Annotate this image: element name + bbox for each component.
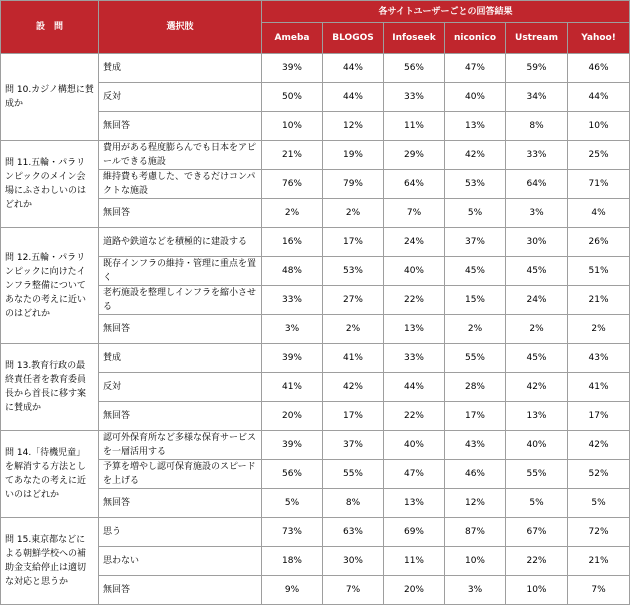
value-cell: 7% xyxy=(323,576,384,605)
header-choice: 選択肢 xyxy=(99,1,262,54)
value-cell: 30% xyxy=(323,547,384,576)
header-site-ameba: Ameba xyxy=(262,23,323,54)
value-cell: 59% xyxy=(506,54,568,83)
value-cell: 45% xyxy=(506,344,568,373)
choice-cell: 賛成 xyxy=(99,54,262,83)
value-cell: 44% xyxy=(323,83,384,112)
choice-cell: 無回答 xyxy=(99,576,262,605)
choice-cell: 無回答 xyxy=(99,315,262,344)
value-cell: 21% xyxy=(568,286,630,315)
value-cell: 50% xyxy=(262,83,323,112)
value-cell: 24% xyxy=(384,228,445,257)
value-cell: 30% xyxy=(506,228,568,257)
value-cell: 15% xyxy=(445,286,506,315)
value-cell: 37% xyxy=(323,431,384,460)
value-cell: 56% xyxy=(262,460,323,489)
value-cell: 47% xyxy=(384,460,445,489)
choice-cell: 維持費も考慮した、できるだけコンパクトな施設 xyxy=(99,170,262,199)
value-cell: 34% xyxy=(506,83,568,112)
table-row xyxy=(1,228,630,257)
value-cell: 53% xyxy=(323,257,384,286)
choice-cell: 無回答 xyxy=(99,402,262,431)
value-cell: 13% xyxy=(445,112,506,141)
value-cell: 44% xyxy=(384,373,445,402)
question-cell: 問 15.東京都などによる朝鮮学校への補助金支給停止は適切な対応と思うか xyxy=(1,518,99,605)
choice-cell: 老朽施設を整理しインフラを縮小させる xyxy=(99,286,262,315)
value-cell: 10% xyxy=(445,547,506,576)
value-cell: 55% xyxy=(506,460,568,489)
value-cell: 33% xyxy=(506,141,568,170)
choice-cell: 費用がある程度膨らんでも日本をアピールできる施設 xyxy=(99,141,262,170)
header-results: 各サイトユーザーごとの回答結果 xyxy=(262,1,630,23)
table-row xyxy=(1,518,630,547)
value-cell: 3% xyxy=(445,576,506,605)
value-cell: 39% xyxy=(262,54,323,83)
choice-cell: 思う xyxy=(99,518,262,547)
value-cell: 3% xyxy=(262,315,323,344)
value-cell: 5% xyxy=(568,489,630,518)
table-row xyxy=(1,431,630,460)
value-cell: 21% xyxy=(568,547,630,576)
value-cell: 2% xyxy=(445,315,506,344)
value-cell: 10% xyxy=(262,112,323,141)
choice-cell: 無回答 xyxy=(99,199,262,228)
value-cell: 25% xyxy=(568,141,630,170)
value-cell: 71% xyxy=(568,170,630,199)
value-cell: 43% xyxy=(568,344,630,373)
question-cell: 問 11.五輪・パラリンピックのメイン会場にふさわしいのはどれか xyxy=(1,141,99,228)
value-cell: 67% xyxy=(506,518,568,547)
choice-cell: 無回答 xyxy=(99,489,262,518)
choice-cell: 無回答 xyxy=(99,112,262,141)
value-cell: 76% xyxy=(262,170,323,199)
header-site-ustream: Ustream xyxy=(506,23,568,54)
choice-cell: 道路や鉄道などを積極的に建設する xyxy=(99,228,262,257)
question-cell: 問 12.五輪・パラリンピックに向けたインフラ整備についてあなたの考えに近いのはどれか xyxy=(1,228,99,344)
value-cell: 44% xyxy=(568,83,630,112)
choice-cell: 既存インフラの維持・管理に重点を置く xyxy=(99,257,262,286)
choice-cell: 思わない xyxy=(99,547,262,576)
value-cell: 11% xyxy=(384,547,445,576)
value-cell: 29% xyxy=(384,141,445,170)
header-site-yahoo: Yahoo! xyxy=(568,23,630,54)
value-cell: 39% xyxy=(262,344,323,373)
value-cell: 22% xyxy=(384,402,445,431)
table-header xyxy=(1,1,630,54)
value-cell: 13% xyxy=(384,315,445,344)
choice-cell: 予算を増やし認可保育施設のスピードを上げる xyxy=(99,460,262,489)
value-cell: 43% xyxy=(445,431,506,460)
value-cell: 48% xyxy=(262,257,323,286)
value-cell: 22% xyxy=(384,286,445,315)
value-cell: 37% xyxy=(445,228,506,257)
value-cell: 69% xyxy=(384,518,445,547)
header-site-infoseek: Infoseek xyxy=(384,23,445,54)
value-cell: 42% xyxy=(506,373,568,402)
value-cell: 55% xyxy=(323,460,384,489)
value-cell: 47% xyxy=(445,54,506,83)
value-cell: 8% xyxy=(506,112,568,141)
value-cell: 4% xyxy=(568,199,630,228)
value-cell: 42% xyxy=(445,141,506,170)
value-cell: 2% xyxy=(262,199,323,228)
value-cell: 40% xyxy=(384,431,445,460)
table-body xyxy=(1,54,630,605)
value-cell: 3% xyxy=(506,199,568,228)
value-cell: 13% xyxy=(384,489,445,518)
value-cell: 72% xyxy=(568,518,630,547)
value-cell: 45% xyxy=(445,257,506,286)
header-site-niconico: niconico xyxy=(445,23,506,54)
value-cell: 39% xyxy=(262,431,323,460)
value-cell: 7% xyxy=(384,199,445,228)
value-cell: 42% xyxy=(568,431,630,460)
table-row xyxy=(1,54,630,83)
value-cell: 33% xyxy=(384,344,445,373)
value-cell: 10% xyxy=(506,576,568,605)
value-cell: 28% xyxy=(445,373,506,402)
choice-cell: 反対 xyxy=(99,373,262,402)
question-cell: 問 14.「待機児童」を解消する方法としてあなたの考えに近いのはどれか xyxy=(1,431,99,518)
value-cell: 53% xyxy=(445,170,506,199)
value-cell: 41% xyxy=(323,344,384,373)
value-cell: 17% xyxy=(445,402,506,431)
value-cell: 52% xyxy=(568,460,630,489)
value-cell: 45% xyxy=(506,257,568,286)
value-cell: 27% xyxy=(323,286,384,315)
value-cell: 2% xyxy=(323,199,384,228)
value-cell: 13% xyxy=(506,402,568,431)
value-cell: 17% xyxy=(323,228,384,257)
value-cell: 46% xyxy=(445,460,506,489)
value-cell: 16% xyxy=(262,228,323,257)
value-cell: 5% xyxy=(445,199,506,228)
choice-cell: 賛成 xyxy=(99,344,262,373)
value-cell: 42% xyxy=(323,373,384,402)
header-site-blogos: BLOGOS xyxy=(323,23,384,54)
value-cell: 41% xyxy=(262,373,323,402)
value-cell: 79% xyxy=(323,170,384,199)
value-cell: 12% xyxy=(323,112,384,141)
choice-cell: 認可外保育所など多様な保育サービスを一層活用する xyxy=(99,431,262,460)
value-cell: 33% xyxy=(384,83,445,112)
value-cell: 40% xyxy=(506,431,568,460)
value-cell: 33% xyxy=(262,286,323,315)
value-cell: 17% xyxy=(323,402,384,431)
value-cell: 40% xyxy=(445,83,506,112)
value-cell: 5% xyxy=(506,489,568,518)
table-row xyxy=(1,141,630,170)
value-cell: 2% xyxy=(323,315,384,344)
value-cell: 26% xyxy=(568,228,630,257)
value-cell: 46% xyxy=(568,54,630,83)
value-cell: 64% xyxy=(384,170,445,199)
choice-cell: 反対 xyxy=(99,83,262,112)
value-cell: 21% xyxy=(262,141,323,170)
value-cell: 18% xyxy=(262,547,323,576)
value-cell: 73% xyxy=(262,518,323,547)
value-cell: 5% xyxy=(262,489,323,518)
value-cell: 51% xyxy=(568,257,630,286)
value-cell: 12% xyxy=(445,489,506,518)
value-cell: 10% xyxy=(568,112,630,141)
value-cell: 17% xyxy=(568,402,630,431)
value-cell: 19% xyxy=(323,141,384,170)
value-cell: 24% xyxy=(506,286,568,315)
value-cell: 2% xyxy=(506,315,568,344)
question-cell: 問 10.カジノ構想に賛成か xyxy=(1,54,99,141)
value-cell: 9% xyxy=(262,576,323,605)
value-cell: 55% xyxy=(445,344,506,373)
value-cell: 63% xyxy=(323,518,384,547)
value-cell: 8% xyxy=(323,489,384,518)
value-cell: 11% xyxy=(384,112,445,141)
value-cell: 2% xyxy=(568,315,630,344)
value-cell: 20% xyxy=(262,402,323,431)
value-cell: 87% xyxy=(445,518,506,547)
value-cell: 44% xyxy=(323,54,384,83)
header-question: 設 問 xyxy=(1,1,99,54)
question-cell: 問 13.教育行政の最終責任者を教育委員長から首長に移す案に賛成か xyxy=(1,344,99,431)
value-cell: 40% xyxy=(384,257,445,286)
value-cell: 41% xyxy=(568,373,630,402)
value-cell: 56% xyxy=(384,54,445,83)
value-cell: 64% xyxy=(506,170,568,199)
value-cell: 22% xyxy=(506,547,568,576)
value-cell: 7% xyxy=(568,576,630,605)
value-cell: 20% xyxy=(384,576,445,605)
table-row xyxy=(1,344,630,373)
